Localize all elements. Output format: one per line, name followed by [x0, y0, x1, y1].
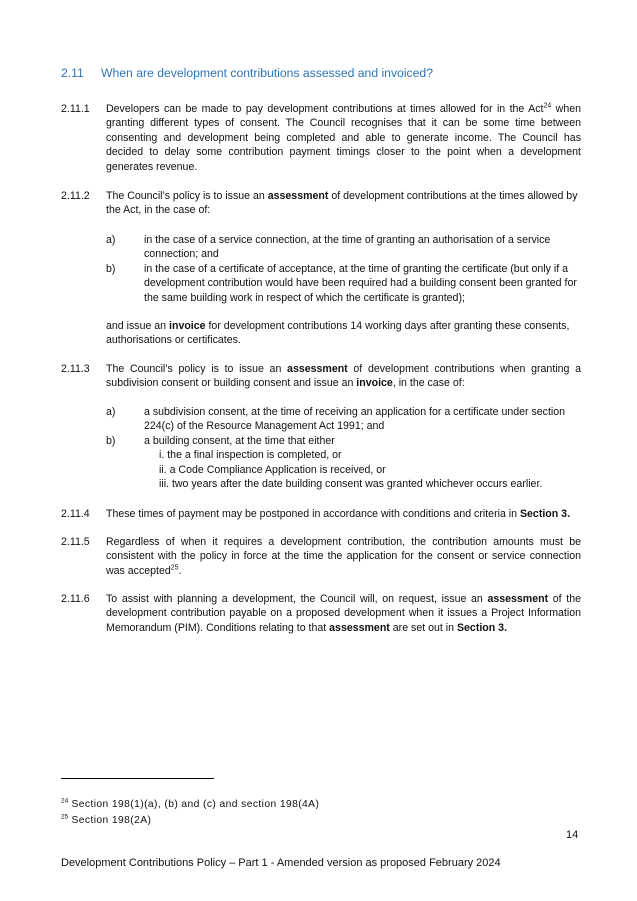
paragraph-text: and issue an invoice for development contributions 14 working days after granting these consents, authorisations or certificates. — [106, 320, 570, 347]
paragraph-number: 2.11.1 — [61, 103, 90, 115]
footnote-separator — [61, 778, 214, 779]
section-number: 2.11 — [61, 66, 84, 80]
section-title: When are development contributions assessed and invoiced? — [101, 66, 433, 80]
sublist-item: i. the a final inspection is completed, or — [159, 449, 342, 462]
paragraph-text: These times of payment may be postponed in accordance with conditions and criteria in Section 3. — [106, 508, 571, 520]
sublist — [159, 448, 582, 491]
paragraph-number: 2.11.3 — [61, 363, 90, 375]
paragraph-number: 2.11.6 — [61, 593, 90, 605]
paragraph-text: Developers can be made to pay development contributions at times allowed for in the Act$^{24}$ when granting different types of consent. The Council recognises that it can be some time between consenting and development being completed and able to generate income. The Council has decided to delay some contribution payment timings closer to the point when a development generates revenue. — [106, 102, 582, 173]
paragraph-2-11-1 — [61, 102, 581, 174]
paragraph-text: Regardless of when it requires a development contribution, the contribution amounts must be consistent with the policy in force at the time the application for the consent or service connection was accepted$^{25}$. — [106, 536, 581, 577]
list-item — [106, 434, 582, 448]
list-label: a) — [106, 234, 116, 246]
paragraph-text: The Council’s policy is to issue an assessment of development contributions when granting a subdivision consent or building consent and issue an invoice, in the case of: — [106, 363, 581, 390]
footnote-ref: 25 — [170, 564, 179, 572]
paragraph-2-11-5 — [61, 535, 581, 578]
list-2-11-3 — [106, 405, 582, 491]
list-text: a building consent, at the time that either — [144, 434, 335, 447]
footnote-24: $^{24}$ Section 198(1)(a), (b) and (c) and section 198(4A) — [61, 797, 320, 810]
sublist-item: iii. two years after the date building consent was granted whichever occurs earlier. — [159, 478, 543, 491]
list-text: in the case of a service connection, at the time of granting an authorisation of a service connection; and — [144, 234, 551, 261]
paragraph-number: 2.11.2 — [61, 190, 90, 202]
list-text: in the case of a certificate of acceptance, at the time of granting the certificate (but only if a development contribution would have been required had a building consent been granted for the same building work in respect of which the certificate is granted); — [144, 262, 577, 304]
list-item — [106, 405, 582, 434]
list-label: b) — [106, 434, 116, 447]
paragraph-2-11-4 — [61, 507, 581, 521]
footnote-25: $^{25}$ Section 198(2A) — [61, 813, 152, 826]
footnote-ref: 24 — [543, 102, 552, 110]
paragraph-number: 2.11.5 — [61, 536, 90, 548]
paragraph-2-11-6 — [61, 592, 581, 635]
section-heading — [61, 66, 433, 80]
paragraph-2-11-2-continued — [106, 319, 582, 348]
list-item — [106, 262, 582, 305]
paragraph-2-11-2 — [61, 189, 581, 218]
page-footer: Development Contributions Policy – Part 1 - Amended version as proposed February 2024 — [61, 857, 501, 869]
list-item — [106, 233, 582, 262]
paragraph-text: The Council’s policy is to issue an assessment of development contributions at the times allowed by the Act, in the case of: — [106, 190, 578, 217]
page-number: 14 — [566, 829, 579, 841]
list-2-11-2 — [106, 233, 582, 305]
paragraph-2-11-3 — [61, 362, 581, 391]
paragraph-number: 2.11.4 — [61, 508, 90, 520]
list-label: b) — [106, 262, 116, 275]
list-label: a) — [106, 406, 116, 418]
sublist-item: ii. a Code Compliance Application is received, or — [159, 463, 386, 476]
list-text: a subdivision consent, at the time of receiving an application for a certificate under section 224(c) of the Resource Management Act 1991; and — [144, 406, 566, 433]
paragraph-text: To assist with planning a development, the Council will, on request, issue an assessment of the development contribution payable on a proposed development when it issues a Project Information Memorandum (PIM). Conditions relating to that assessment are set out in Section 3. — [106, 593, 581, 634]
